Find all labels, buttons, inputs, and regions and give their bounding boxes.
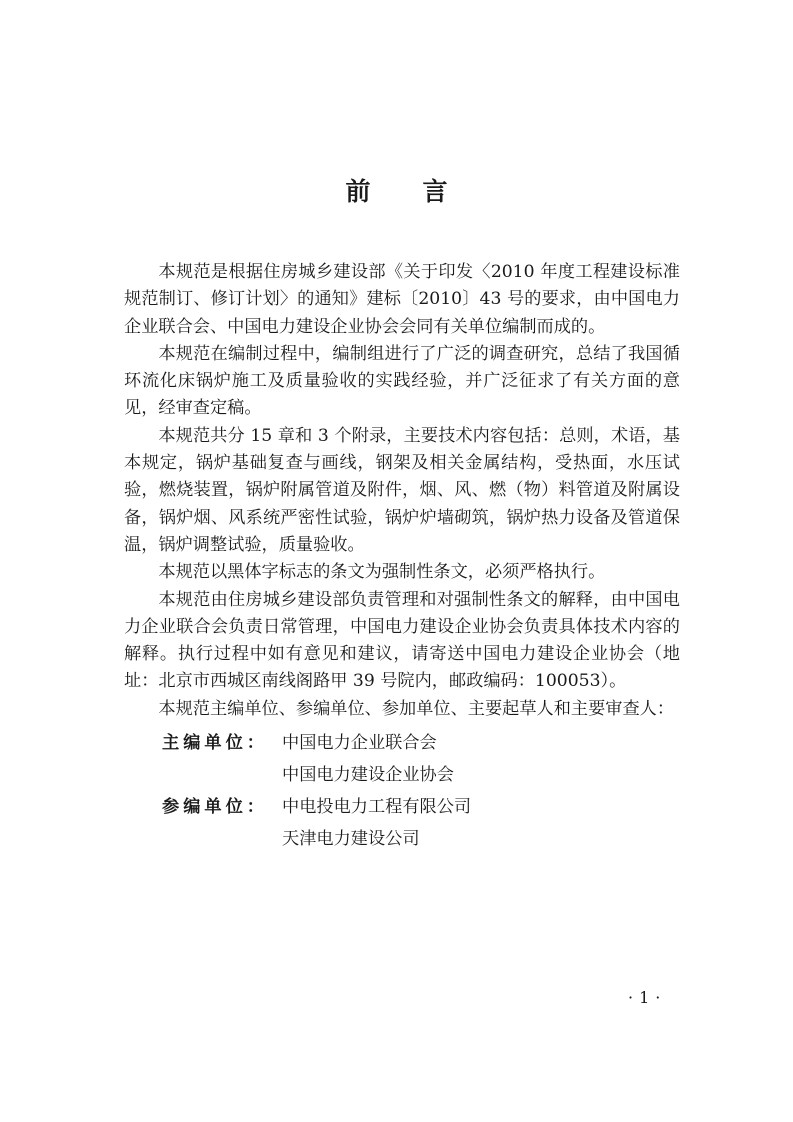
paragraph-management: 本规范由住房城乡建设部负责管理和对强制性条文的解释，由中国电力企业联合会负责日常管理，中国电力建设企业协会负责具体技术内容的解释。执行过程中如有意见和建议，请寄送中国电力建设企业协会（地址：北京市西城区南线阁路甲 39 号院内，邮政编码：100053）。 <box>124 589 680 692</box>
unit-name: 中国电力建设企业协会 <box>282 765 454 786</box>
paragraph-basis: 本规范是根据住房城乡建设部《关于印发〈2010 年度工程建设标准规范制订、修订计划〉的通知》建标〔2010〕43 号的要求，由中国电力企业联合会、中国电力建设企业协会会同有关单位编制而成的。 <box>124 262 680 337</box>
units-list <box>124 727 680 855</box>
page-title: 前言 <box>345 177 500 206</box>
paragraph-mandatory: 本规范以黑体字标志的条文为强制性条文，必须严格执行。 <box>158 562 606 583</box>
unit-name: 天津电力建设公司 <box>282 829 420 850</box>
unit-name: 中国电力企业联合会 <box>282 733 437 754</box>
page-number: ·1· <box>628 988 667 1007</box>
unit-label: 主编单位： <box>162 733 268 754</box>
unit-label: 参编单位： <box>162 797 268 818</box>
chief-editor-units <box>124 727 680 791</box>
paragraph-process: 本规范在编制过程中，编制组进行了广泛的调查研究，总结了我国循环流化床锅炉施工及质量验收的实践经验，并广泛征求了有关方面的意见，经审查定稿。 <box>124 343 680 419</box>
preface-body <box>124 259 680 855</box>
unit-name: 中电投电力工程有限公司 <box>282 797 472 818</box>
paragraph-units-intro: 本规范主编单位、参编单位、参加单位、主要起草人和主要审查人： <box>158 698 675 719</box>
paragraph-contents: 本规范共分 15 章和 3 个附录，主要技术内容包括：总则，术语，基本规定，锅炉基础复查与画线，钢架及相关金属结构，受热面，水压试验，燃烧装置，锅炉附属管道及附件，烟、风、燃（物）料管道及附属设备，锅炉烟、风系统严密性试验，锅炉炉墙砌筑，锅炉热力设备及管道保温，锅炉调整试验，质量验收。 <box>124 425 680 555</box>
participating-editor-units <box>124 791 680 855</box>
